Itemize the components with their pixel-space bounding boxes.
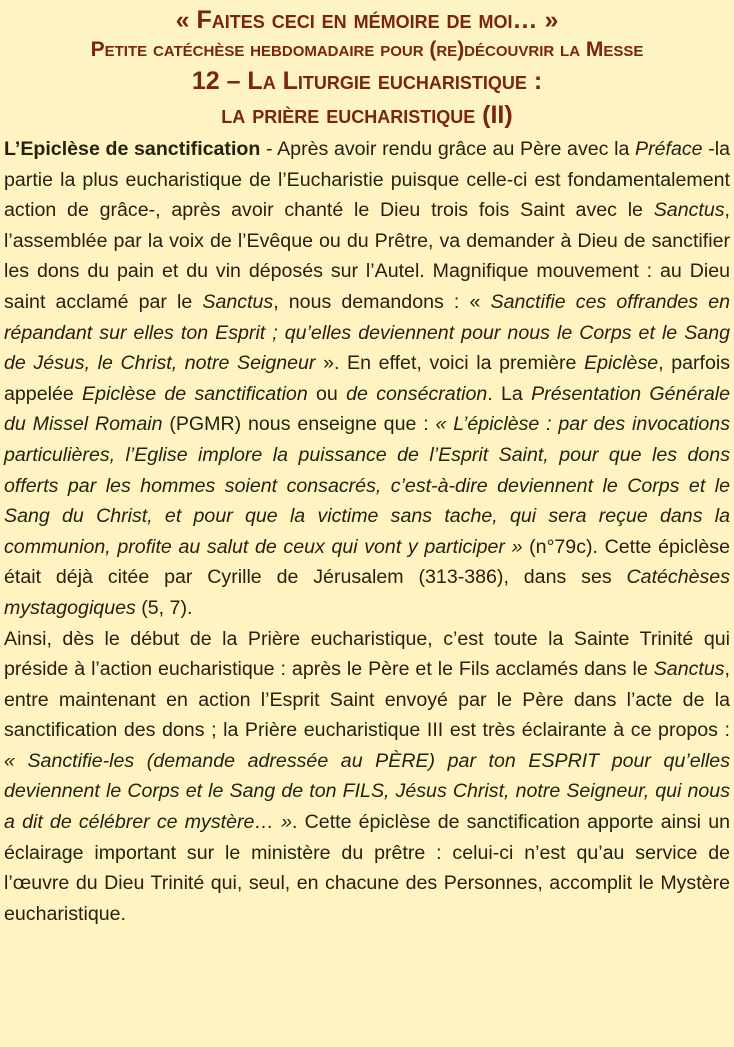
paragraph-trinity [4,624,730,930]
text-run: (5, 7). [135,596,193,619]
text-run: . La [487,382,532,405]
italic-run: Sanctus [653,658,725,681]
document-subtitle: Petite catéchèse hebdomadaire pour (re)découvrir la Messe [90,38,644,61]
italic-run: Sanctus [653,199,725,222]
text-run: (PGMR) nous enseigne que : [162,413,436,436]
italic-run: Epiclèse [584,352,659,375]
italic-run: Epiclèse de sanctification [82,382,308,405]
italic-run: de consécration [346,382,488,405]
text-run: ». En effet, voici la première [315,352,585,375]
text-run: Ainsi, dès le début de la Prière eucharistique, c’est toute la Sainte Trinité qui préside à l’action eucharistique : après le Père et le Fils acclamés dans le [4,627,730,681]
text-run: , entre maintenant en action l’Esprit Saint envoyé par le Père dans l’acte de la sanctification des dons ; la Prière eucharistique III est très éclairante à ce propos : [4,658,730,742]
text-run: , nous demandons : « [273,290,491,313]
document-title: « Faites ceci en mémoire de moi… » [175,6,559,34]
text-run: , parfois appelée [4,352,731,405]
text-run: . Cette épiclèse de sanctification apporte ainsi un éclairage important sur le ministère du prêtre : celui-ci n’est qu’au service de l’œuvre du Dieu Trinité qui, seul, en chacune des Personnes, accomplit le Mystère eucharistique. [4,811,730,925]
italic-quote: « L’épiclèse : par des invocations particulières, l’Eglise implore la puissance de l’Esprit Saint, pour que les dons offerts par les hommes soient consacrés, c’est-à-dire deviennent le Corps et le Sang du Christ, et pour que la victime sans tache, qui sera reçue dans la communion, profite au salut de ceux qui vont y participer » [4,413,731,558]
paragraph-lead: L’Epiclèse de sanctification [4,138,261,160]
text-run: ou [307,382,347,405]
text-run: , l’assemblée par la voix de l’Evêque ou du Prêtre, va demander à Dieu de sanctifier les dons du pain et du vin déposés sur l’Autel. Magnifique mouvement : au Dieu saint acclamé par le [4,199,730,313]
italic-run: Présentation Générale du Missel Romain [4,382,731,436]
italic-quote: Sanctifie ces offrandes en répandant sur elles ton Esprit ; qu’elles deviennent pour nous le Corps et le Sang de Jésus, le Christ, notre Seigneur [4,290,730,375]
italic-run: Sanctus [202,290,274,313]
italic-run: Catéchèses mystagogiques [4,566,730,619]
section-heading: la prière eucharistique (II) [221,101,513,129]
paragraph-epiclese [4,134,730,624]
text-run: -la partie la plus eucharistique de l’Eucharistie puisque celle-ci est fondamentalement action de grâce-, après avoir chanté le Dieu trois fois Saint avec le [4,138,730,222]
italic-quote: « Sanctifie-les (demande adressée au PÈRE) par ton ESPRIT pour qu’elles deviennent le Corps et le Sang de ton FILS, Jésus Christ, notre Seigneur, qui nous a dit de célébrer ce mystère… » [4,749,730,834]
text-run: (n°79c). Cette épiclèse était déjà citée par Cyrille de Jérusalem (313-386), dans ses [4,535,730,589]
text-run: - Après avoir rendu grâce au Père avec la [260,138,636,160]
italic-run: Préface [635,138,703,160]
chapter-heading: 12 – La Liturgie eucharistique : [191,67,543,95]
